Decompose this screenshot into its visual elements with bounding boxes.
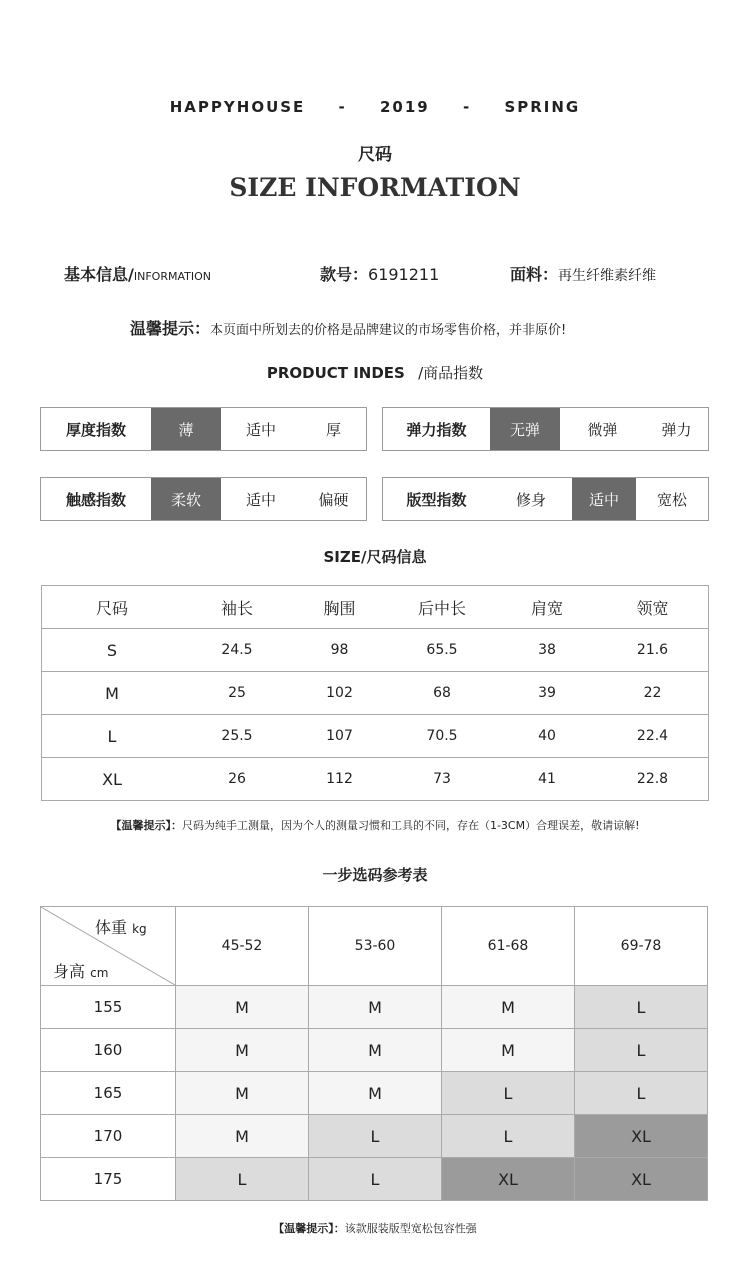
style-number-label: 款号： xyxy=(320,265,369,284)
weight-label: 体重 xyxy=(95,918,128,937)
table-row xyxy=(42,672,709,715)
price-tip-text: 本页面中所划去的价格是品牌建议的市场零售价格，并非原价! xyxy=(210,323,567,338)
size-guide-title: 一步选码参考表 xyxy=(322,866,428,884)
recommended-size: L xyxy=(575,1072,708,1115)
size-header-cell: 尺码 xyxy=(42,586,183,629)
brand-separator: - xyxy=(462,98,472,116)
recommended-size: M xyxy=(176,1115,309,1158)
index-option: 厚 xyxy=(325,420,341,439)
basic-info-label: 基本信息/ xyxy=(64,265,134,284)
size-cell: 73 xyxy=(387,758,497,801)
title-en: SIZE INFORMATION xyxy=(229,173,521,202)
table-row xyxy=(41,1115,708,1158)
index-option: 修身 xyxy=(515,490,546,509)
table-row xyxy=(42,629,709,672)
measurement-note-label: 【温馨提示】： xyxy=(110,819,182,832)
table-row xyxy=(41,1158,708,1201)
index-fit xyxy=(382,477,709,521)
size-cell: 25.5 xyxy=(182,715,292,758)
size-table-header xyxy=(42,586,709,629)
index-name: 触感指数 xyxy=(65,490,126,509)
weight-range: 45-52 xyxy=(176,907,309,986)
recommended-size: M xyxy=(176,1072,309,1115)
brand-line xyxy=(0,98,750,116)
index-option: 微弹 xyxy=(587,420,618,439)
size-cell: 25 xyxy=(182,672,292,715)
index-touch xyxy=(40,477,367,521)
height-label: 身高 xyxy=(53,962,86,981)
title-cn: 尺码 xyxy=(358,145,392,165)
size-table-title: SIZE/尺码信息 xyxy=(323,548,427,566)
brand-year: 2019 xyxy=(380,98,430,116)
size-guide-header xyxy=(41,907,708,986)
index-option-selected: 无弹 xyxy=(490,408,560,450)
height-value: 165 xyxy=(41,1072,176,1115)
index-elasticity xyxy=(382,407,709,451)
size-cell: 112 xyxy=(292,758,387,801)
index-option-selected: 薄 xyxy=(151,408,221,450)
recommended-size: M xyxy=(442,1029,575,1072)
index-name: 版型指数 xyxy=(406,490,467,509)
index-name: 弹力指数 xyxy=(406,420,467,439)
recommended-size: L xyxy=(442,1115,575,1158)
size-cell: 38 xyxy=(497,629,597,672)
recommended-size: M xyxy=(176,1029,309,1072)
fabric-label: 面料： xyxy=(510,265,559,284)
recommended-size: L xyxy=(309,1115,442,1158)
size-cell: 22.4 xyxy=(597,715,709,758)
size-header-cell: 袖长 xyxy=(182,586,292,629)
product-index-title-en: PRODUCT INDES xyxy=(266,364,405,382)
brand-separator: - xyxy=(338,98,347,116)
table-row xyxy=(41,1029,708,1072)
recommended-size: L xyxy=(176,1158,309,1201)
table-row xyxy=(42,758,709,801)
brand-season: SPRING xyxy=(504,98,581,116)
style-number xyxy=(320,262,439,285)
size-cell: 40 xyxy=(497,715,597,758)
price-tip-label: 温馨提示： xyxy=(130,319,211,338)
size-header-cell: 后中长 xyxy=(387,586,497,629)
index-option-selected: 适中 xyxy=(572,478,636,520)
index-option: 适中 xyxy=(245,490,276,509)
index-option-selected: 柔软 xyxy=(151,478,221,520)
recommended-size: XL xyxy=(442,1158,575,1201)
size-cell: 26 xyxy=(182,758,292,801)
brand-name: HAPPYHOUSE xyxy=(169,98,306,116)
size-cell: 98 xyxy=(292,629,387,672)
style-number-value: 6191211 xyxy=(368,265,440,284)
size-cell: 22.8 xyxy=(597,758,709,801)
size-cell: 41 xyxy=(497,758,597,801)
height-value: 170 xyxy=(41,1115,176,1158)
basic-info xyxy=(64,262,211,285)
fit-note xyxy=(0,1220,750,1236)
size-table xyxy=(41,585,709,801)
size-cell: 24.5 xyxy=(182,629,292,672)
height-value: 160 xyxy=(41,1029,176,1072)
fit-note-label: 【温馨提示】： xyxy=(273,1222,345,1235)
weight-range: 53-60 xyxy=(309,907,442,986)
fit-note-text: 该款服装版型宽松包容性强 xyxy=(344,1222,477,1235)
size-cell: 107 xyxy=(292,715,387,758)
recommended-size: M xyxy=(309,1029,442,1072)
size-cell: L xyxy=(42,715,183,758)
size-guide-corner xyxy=(41,907,176,986)
size-cell: 70.5 xyxy=(387,715,497,758)
measurement-note-text: 尺码为纯手工测量，因为个人的测量习惯和工具的不同，存在（1-3CM）合理误差，敬请谅解! xyxy=(181,819,640,832)
index-option: 宽松 xyxy=(656,490,687,509)
height-value: 155 xyxy=(41,986,176,1029)
recommended-size: L xyxy=(309,1158,442,1201)
product-index-title-cn: /商品指数 xyxy=(418,364,484,382)
size-header-cell: 胸围 xyxy=(292,586,387,629)
index-name: 厚度指数 xyxy=(65,420,126,439)
table-row xyxy=(41,1072,708,1115)
index-thickness xyxy=(40,407,367,451)
size-guide-table xyxy=(40,906,708,1201)
basic-info-sub: INFORMATION xyxy=(133,270,211,283)
fabric-value: 再生纤维素纤维 xyxy=(558,268,657,284)
index-option: 偏硬 xyxy=(318,490,349,509)
height-unit: cm xyxy=(90,966,109,980)
table-row xyxy=(41,986,708,1029)
product-index-title xyxy=(0,362,750,383)
size-cell: 21.6 xyxy=(597,629,709,672)
recommended-size: M xyxy=(176,986,309,1029)
size-cell: S xyxy=(42,629,183,672)
recommended-size: M xyxy=(442,986,575,1029)
weight-heading xyxy=(95,915,147,938)
recommended-size: M xyxy=(309,1072,442,1115)
size-cell: M xyxy=(42,672,183,715)
recommended-size: L xyxy=(442,1072,575,1115)
size-cell: XL xyxy=(42,758,183,801)
fabric xyxy=(510,262,656,285)
weight-unit: kg xyxy=(132,922,147,936)
size-cell: 39 xyxy=(497,672,597,715)
weight-range: 69-78 xyxy=(575,907,708,986)
price-tip xyxy=(130,316,566,339)
size-cell: 22 xyxy=(597,672,709,715)
height-heading xyxy=(53,959,108,982)
size-cell: 68 xyxy=(387,672,497,715)
recommended-size: L xyxy=(575,1029,708,1072)
recommended-size: L xyxy=(575,986,708,1029)
recommended-size: XL xyxy=(575,1158,708,1201)
size-header-cell: 肩宽 xyxy=(497,586,597,629)
table-row xyxy=(42,715,709,758)
recommended-size: XL xyxy=(575,1115,708,1158)
measurement-note xyxy=(0,817,750,833)
size-cell: 102 xyxy=(292,672,387,715)
index-option: 弹力 xyxy=(661,420,692,439)
recommended-size: M xyxy=(309,986,442,1029)
weight-range: 61-68 xyxy=(442,907,575,986)
height-value: 175 xyxy=(41,1158,176,1201)
size-header-cell: 领宽 xyxy=(597,586,709,629)
size-cell: 65.5 xyxy=(387,629,497,672)
index-option: 适中 xyxy=(245,420,276,439)
